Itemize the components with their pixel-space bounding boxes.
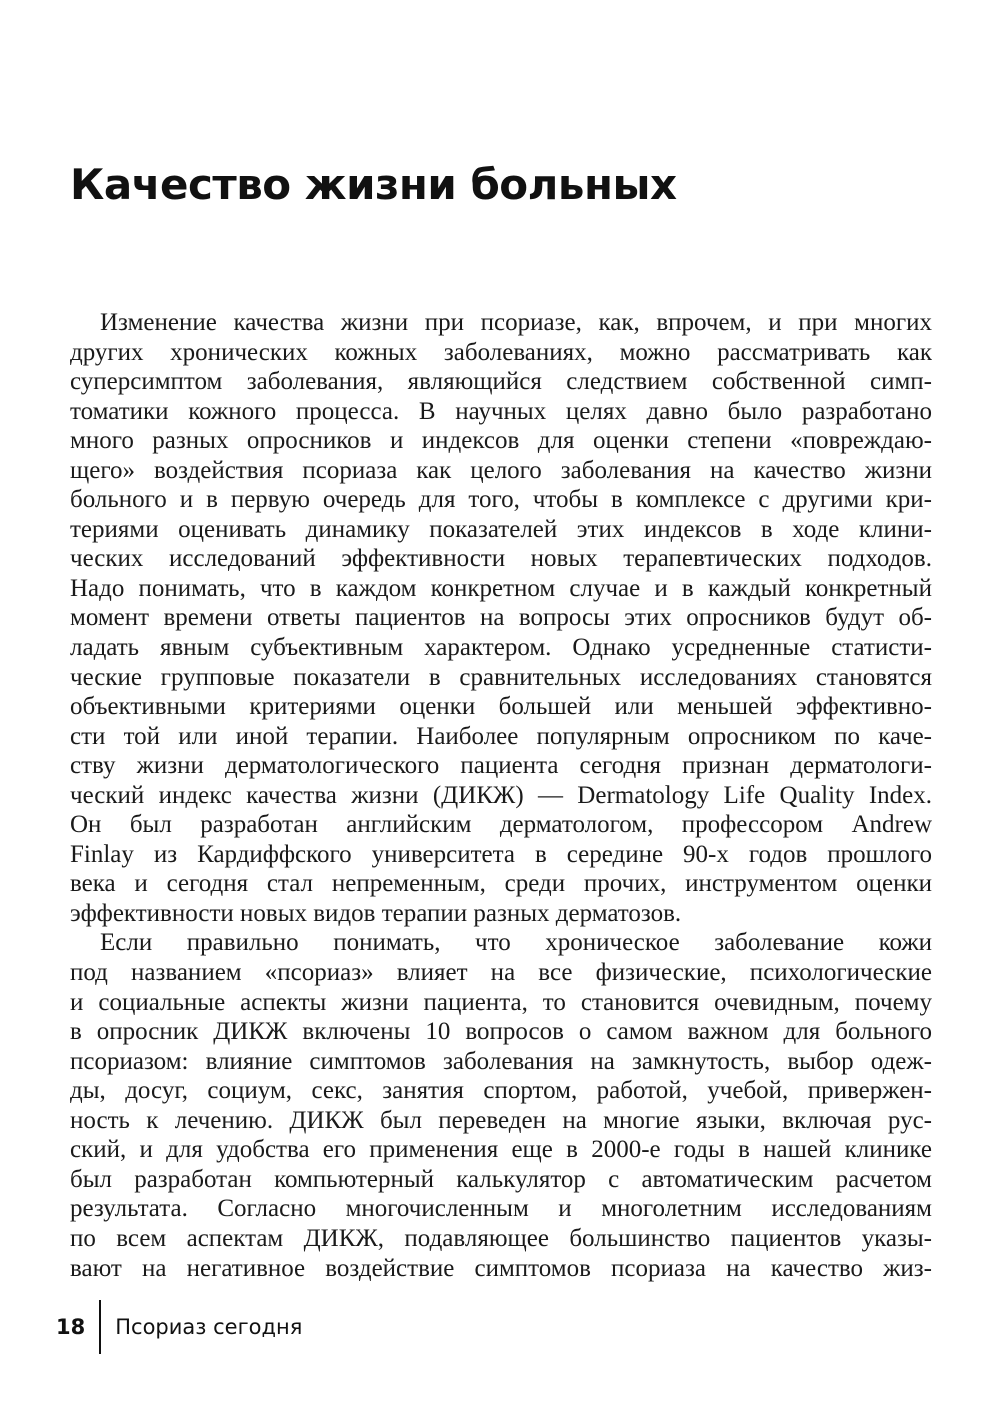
text-line: ский, и для удобства его применения еще в 2000-е годы в нашей клинике (70, 1136, 932, 1164)
text-line: века и сегодня стал непременным, среди прочих, инструментом оценки (70, 870, 932, 898)
text-line: псориазом: влияние симптомов заболевания на замкнутость, выбор одеж- (70, 1047, 932, 1075)
text-line: больного и в первую очередь для того, чтобы в комплексе с другими кри- (70, 486, 932, 514)
text-line: и социальные аспекты жизни пациента, то становится очевидным, почему (70, 988, 932, 1016)
paragraph-2 (70, 928, 932, 1283)
text-line: других хронических кожных заболеваниях, можно рассматривать как (70, 338, 932, 366)
text-line: был разработан компьютерный калькулятор с автоматическим расчетом (70, 1165, 932, 1193)
body-text (70, 308, 932, 1283)
text-line: ству жизни дерматологического пациента сегодня признан дерматологи- (70, 752, 932, 780)
text-line: Finlay из Кардиффского университета в середине 90-х годов прошлого (70, 840, 932, 868)
text-line: по всем аспектам ДИКЖ, подавляющее большинство пациентов указы- (70, 1224, 932, 1252)
text-line: ческих исследований эффективности новых терапевтических подходов. (70, 545, 932, 573)
text-line: много разных опросников и индексов для оценки степени «повреждаю- (70, 427, 932, 455)
text-line: томатики кожного процесса. В научных целях давно было разработано (70, 397, 932, 425)
text-line: ческий индекс качества жизни (ДИКЖ) — Dermatology Life Quality Index. (70, 781, 932, 809)
text-line: Изменение качества жизни при псориазе, как, впрочем, и при многих (100, 309, 932, 336)
text-line: ды, досуг, социум, секс, занятия спортом, работой, учебой, привержен- (70, 1077, 932, 1105)
text-line: момент времени ответы пациентов на вопросы этих опросников будут об- (70, 604, 932, 632)
chapter-title: Качество жизни больных (70, 160, 677, 209)
page-number: 18 (56, 1315, 86, 1339)
text-line: эффективности новых видов терапии разных дерматозов. (70, 899, 682, 927)
text-line: Надо понимать, что в каждом конкретном случае и в каждый конкретный (70, 574, 932, 602)
text-line: объективными критериями оценки большей или меньшей эффективно- (70, 693, 932, 721)
text-line: в опросник ДИКЖ включены 10 вопросов о самом важном для больного (70, 1018, 932, 1046)
text-line: ческие групповые показатели в сравнительных исследованиях становятся (70, 663, 932, 691)
text-line: результата. Согласно многочисленным и многолетним исследованиям (70, 1195, 932, 1223)
text-line: териями оценивать динамику показателей этих индексов в ходе клини- (70, 515, 932, 543)
text-line: ность к лечению. ДИКЖ был переведен на многие языки, включая рус- (70, 1106, 932, 1134)
footer-divider (99, 1300, 101, 1354)
paragraph-1 (70, 308, 932, 928)
text-line: под названием «псориаз» влияет на все физические, психологические (70, 959, 932, 987)
page-footer (56, 1300, 302, 1354)
running-title: Псориаз сегодня (115, 1315, 303, 1339)
text-line: ладать явным субъективным характером. Однако усредненные статисти- (70, 634, 932, 662)
text-line: Он был разработан английским дерматологом, профессором Andrew (70, 811, 932, 839)
text-line: суперсимптом заболевания, являющийся следствием собственной симп- (70, 368, 932, 396)
text-line: щего» воздействия псориаза как целого заболевания на качество жизни (70, 456, 932, 484)
text-line: Если правильно понимать, что хроническое заболевание кожи (100, 929, 932, 957)
text-line: сти той или иной терапии. Наиболее популярным опросником по каче- (70, 722, 932, 750)
text-line: вают на негативное воздействие симптомов псориаза на качество жиз- (70, 1254, 932, 1282)
